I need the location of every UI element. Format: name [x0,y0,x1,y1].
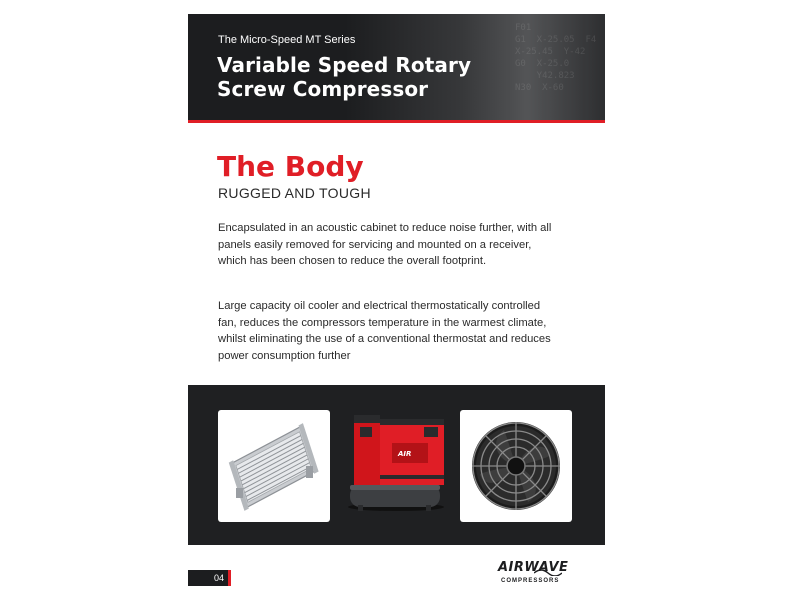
product-gallery [188,385,605,545]
section-subtitle: RUGGED AND TOUGH [218,185,371,201]
page-header [188,14,605,120]
body-paragraph-1: Encapsulated in an acoustic cabinet to reduce noise further, with all panels easily removed for servicing and mounted on a receiver, which has been chosen to reduce the overall footprint. [218,222,552,267]
logo-tagline: COMPRESSORS [501,578,560,584]
header-accent-line [188,120,605,123]
page-number-accent [228,570,231,586]
series-label: The Micro-Speed MT Series [218,34,356,46]
cooling-fan-image [460,410,572,522]
logo-wave-icon [534,564,562,576]
logo-wordmark: AIRWAVE [498,560,569,575]
header-background-code: F01 G1 X-25.05 F4 X-25.45 Y-42 G0 X-25.0 Y42.823 N30 X-60 [515,23,597,93]
section-title: The Body [217,150,364,183]
product-title [217,53,471,101]
compressor-unit-image [340,413,452,525]
svg-text:AIR: AIR [398,450,412,458]
airwave-logo [498,560,580,590]
oil-cooler-image [218,410,330,522]
product-title-line2: Screw Compressor [217,77,429,101]
product-title-line1: Variable Speed Rotary [217,53,472,77]
brochure-page [188,14,605,594]
page-number: 04 [188,570,228,586]
body-paragraph-2: Large capacity oil cooler and electrical thermostatically controlled fan, reduces the compressors temperature in the warmest climate, whilst eliminating the use of a conventional thermostat and reduces power consumption further [218,300,551,362]
